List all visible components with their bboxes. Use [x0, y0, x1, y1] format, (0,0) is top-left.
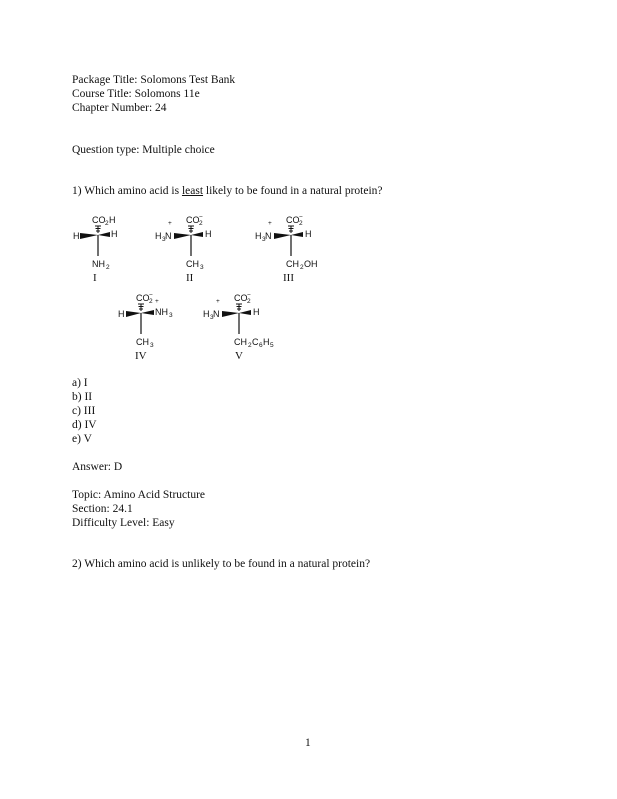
svg-text:N: N	[165, 231, 172, 241]
svg-text:CO: CO	[186, 215, 200, 225]
option-b: b) II	[72, 391, 93, 403]
svg-text:CH: CH	[136, 337, 149, 347]
svg-text:N: N	[213, 309, 220, 319]
svg-text:CO: CO	[92, 215, 106, 225]
svg-text:2: 2	[299, 220, 303, 227]
svg-text:OH: OH	[304, 259, 318, 269]
svg-text:−: −	[199, 214, 203, 221]
svg-text:H: H	[255, 231, 262, 241]
svg-text:H: H	[111, 229, 118, 239]
svg-text:CO: CO	[136, 293, 150, 303]
svg-text:2: 2	[149, 298, 153, 305]
svg-text:C: C	[252, 337, 259, 347]
svg-text:+: +	[155, 298, 159, 305]
option-e: e) V	[72, 433, 92, 445]
svg-text:H: H	[155, 231, 162, 241]
answer: Answer: D	[72, 461, 123, 473]
svg-text:H: H	[109, 215, 116, 225]
svg-text:+: +	[268, 220, 272, 227]
option-c: c) III	[72, 405, 96, 417]
svg-text:2: 2	[248, 342, 252, 349]
svg-text:H: H	[203, 309, 210, 319]
chapter-number: Chapter Number: 24	[72, 102, 167, 114]
svg-text:H: H	[253, 307, 260, 317]
svg-text:3: 3	[262, 236, 266, 243]
structure-iii-label: III	[283, 272, 294, 284]
svg-text:NH: NH	[92, 259, 105, 269]
svg-text:CH: CH	[186, 259, 199, 269]
svg-text:3: 3	[150, 342, 154, 349]
question-1-emphasis: least	[181, 185, 204, 197]
svg-text:2: 2	[199, 220, 203, 227]
svg-text:3: 3	[169, 312, 173, 319]
structure-iv-drawing	[114, 290, 194, 350]
structure-v-drawing	[200, 290, 290, 350]
svg-text:CH: CH	[286, 259, 299, 269]
svg-text:N: N	[265, 231, 272, 241]
svg-text:2: 2	[247, 298, 251, 305]
svg-text:3: 3	[200, 264, 204, 271]
svg-text:CO: CO	[234, 293, 248, 303]
package-title: Package Title: Solomons Test Bank	[72, 74, 236, 86]
svg-text:3: 3	[162, 236, 166, 243]
question-1-prefix: 1) Which amino acid is	[72, 185, 182, 197]
svg-text:6: 6	[259, 342, 263, 349]
question-1-suffix: likely to be found in a natural protein?	[203, 185, 383, 197]
svg-text:+: +	[216, 298, 220, 305]
question-2-text: 2) Which amino acid is unlikely to be found in a natural protein?	[72, 558, 371, 570]
svg-text:5: 5	[270, 342, 274, 349]
svg-text:H: H	[305, 229, 312, 239]
course-title: Course Title: Solomons 11e	[72, 88, 200, 100]
structure-v-label: V	[235, 350, 243, 362]
svg-text:+: +	[168, 220, 172, 227]
svg-text:2: 2	[300, 264, 304, 271]
svg-text:2: 2	[106, 264, 110, 271]
svg-text:3: 3	[210, 314, 214, 321]
question-1-text	[72, 184, 383, 198]
svg-text:H: H	[73, 231, 80, 241]
svg-text:H: H	[263, 337, 270, 347]
question-type: Question type: Multiple choice	[72, 144, 215, 156]
topic: Topic: Amino Acid Structure	[72, 489, 206, 501]
difficulty-level: Difficulty Level: Easy	[72, 517, 175, 529]
structure-ii-label: II	[186, 272, 194, 284]
svg-text:−: −	[149, 292, 153, 299]
svg-text:2: 2	[105, 220, 109, 227]
svg-text:H: H	[205, 229, 212, 239]
section: Section: 24.1	[72, 503, 133, 515]
svg-text:CH: CH	[234, 337, 247, 347]
page-number: 1	[305, 737, 311, 749]
svg-text:CO: CO	[286, 215, 300, 225]
structure-i-drawing	[70, 212, 130, 272]
svg-text:−: −	[299, 214, 303, 221]
structure-iii-drawing	[252, 212, 332, 272]
svg-text:H: H	[118, 309, 125, 319]
svg-text:−: −	[247, 292, 251, 299]
option-a: a) I	[72, 377, 88, 389]
structure-i-label: I	[93, 272, 97, 284]
svg-text:NH: NH	[155, 307, 168, 317]
structure-ii-drawing	[152, 212, 222, 272]
structure-iv-label: IV	[135, 350, 147, 362]
option-d: d) IV	[72, 419, 97, 431]
